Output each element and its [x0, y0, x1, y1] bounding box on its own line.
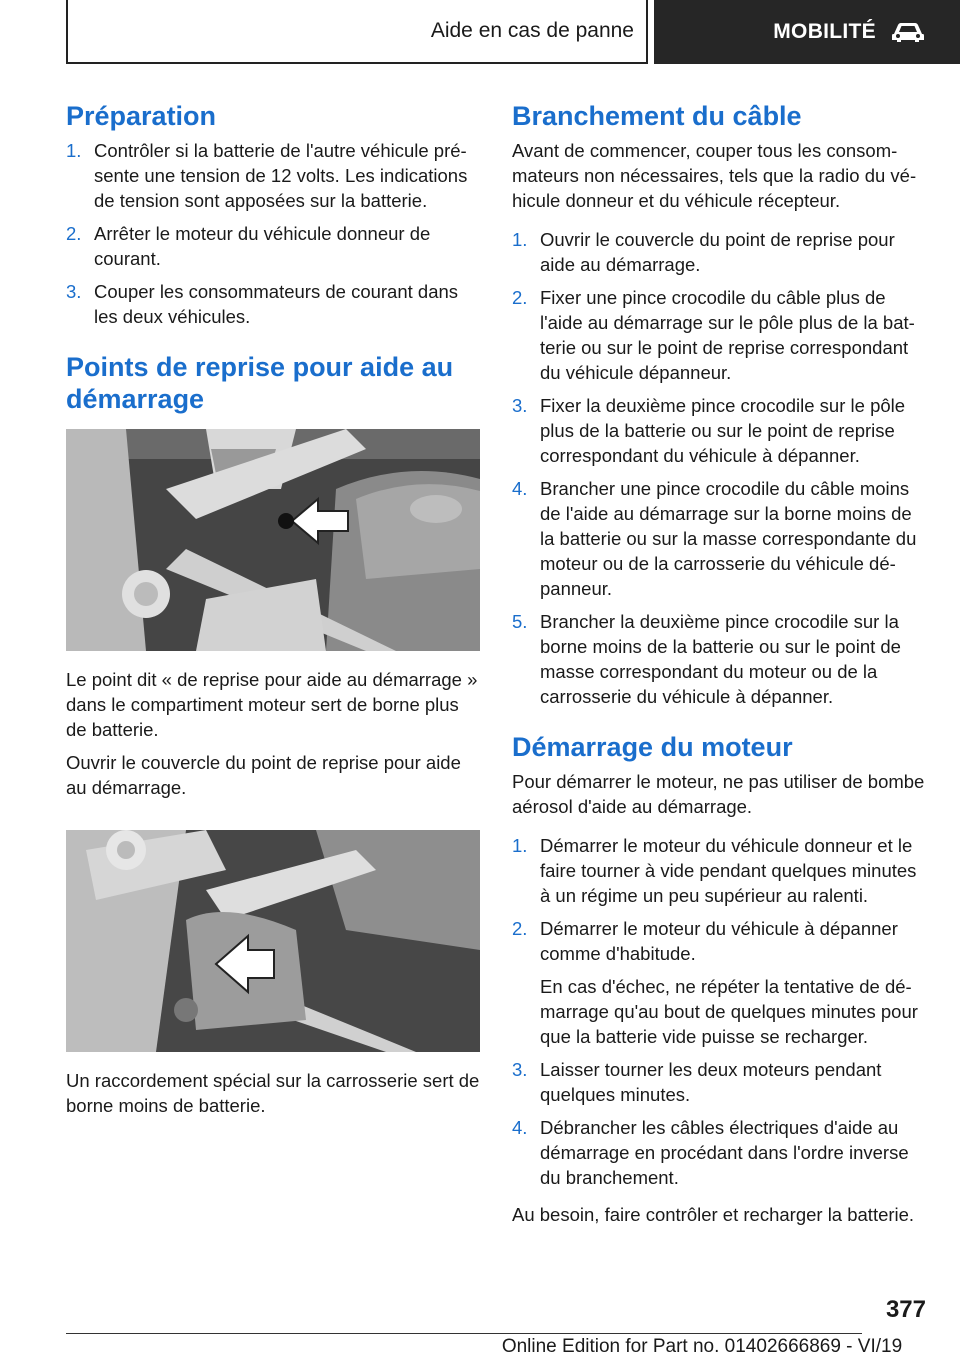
- list-item: 2. Fixer une pince crocodile du câble plus de l'aide au démarrage sur le pôle plus de la batterie ou sur le point de reprise correspondant du véhicule dépanneur.: [512, 287, 915, 383]
- header-chapter-title: MOBILITÉ: [773, 20, 876, 43]
- list-item-note: En cas d'échec, ne répéter la tentative de démarrage qu'au bout de quelques minutes pour que la batterie vide puisse se recharger.: [540, 976, 918, 1047]
- list-item: 1. Contrôler si la batterie de l'autre véhicule présente une tension de 12 volts. Les indications de tension sont apposées sur la batterie.: [66, 140, 468, 211]
- section-title-preparation: Préparation: [66, 101, 217, 131]
- page-number: 377: [885, 1296, 926, 1323]
- list-item: 2. Démarrer le moteur du véhicule à dépanner comme d'habitude. En cas d'échec, ne répéter la tentative de démarrage qu'au bout de quelques minutes pour que la batterie vide puisse se recharger.: [512, 916, 928, 1049]
- paragraph: Le point dit « de reprise pour aide au démarrage » dans le compartiment moteur sert de borne plus de batterie.: [66, 669, 478, 740]
- edition-info: Online Edition for Part no. 01402666869 - VI/19: [501, 1336, 903, 1357]
- list-item: 4. Brancher une pince crocodile du câble moins de l'aide au démarrage sur la borne moins de la batterie ou sur la masse correspondante du moteur ou de la carrosserie du véhicule dépanneur.: [512, 478, 917, 599]
- paragraph: Ouvrir le couvercle du point de reprise pour aide au démarrage.: [66, 752, 461, 798]
- section-title-cable: Branchement du câble: [512, 101, 802, 131]
- cable-steps: [512, 227, 928, 709]
- left-column: [66, 100, 480, 1126]
- list-item: 3. Fixer la deuxième pince crocodile sur le pôle plus de la batterie ou sur le point de reprise correspondant du véhicule à dépanner.: [512, 395, 906, 466]
- start-steps: [512, 833, 928, 1190]
- list-item: 2. Arrêter le moteur du véhicule donneur de courant.: [66, 223, 431, 269]
- section-title-jump-points: Points de reprise pour aide au démarrage: [66, 352, 454, 414]
- car-icon: [890, 20, 926, 44]
- header-chapter: [654, 0, 960, 64]
- header-section: [66, 0, 648, 64]
- paragraph: Pour démarrer le moteur, ne pas utiliser de bombe aérosol d'aide au démarrage.: [512, 771, 925, 817]
- preparation-steps: [66, 138, 480, 329]
- footer-divider: [66, 1333, 862, 1334]
- list-item: 3. Laisser tourner les deux moteurs pendant quelques minutes.: [512, 1059, 882, 1105]
- paragraph: Un raccordement spécial sur la carrosserie sert de borne moins de batterie.: [66, 1070, 480, 1116]
- paragraph: Avant de commencer, couper tous les consommateurs non nécessaires, tels que la radio du véhicule donneur et du véhicule récepteur.: [512, 140, 917, 211]
- list-item: 5. Brancher la deuxième pince crocodile sur la borne moins de la batterie ou sur le point de masse correspondant du moteur ou de la carrosserie du véhicule à dépanner.: [512, 611, 901, 707]
- section-title-engine-start: Démarrage du moteur: [512, 732, 793, 762]
- list-item: 4. Débrancher les câbles électriques d'aide au démarrage en procédant dans l'ordre inverse du branchement.: [512, 1117, 909, 1188]
- header-section-title: Aide en cas de panne: [430, 19, 634, 42]
- paragraph: Au besoin, faire contrôler et recharger la batterie.: [512, 1204, 915, 1225]
- engine-photo-negative-terminal: [66, 830, 480, 1052]
- engine-photo-positive-terminal: [66, 429, 480, 651]
- list-item: 3. Couper les consommateurs de courant dans les deux véhicules.: [66, 281, 459, 327]
- right-column: [512, 100, 928, 1235]
- list-item: 1. Ouvrir le couvercle du point de reprise pour aide au démarrage.: [512, 229, 895, 275]
- list-item: 1. Démarrer le moteur du véhicule donneur et le faire tourner à vide pendant quelques minutes à un régime un peu supérieur au ralenti.: [512, 835, 917, 906]
